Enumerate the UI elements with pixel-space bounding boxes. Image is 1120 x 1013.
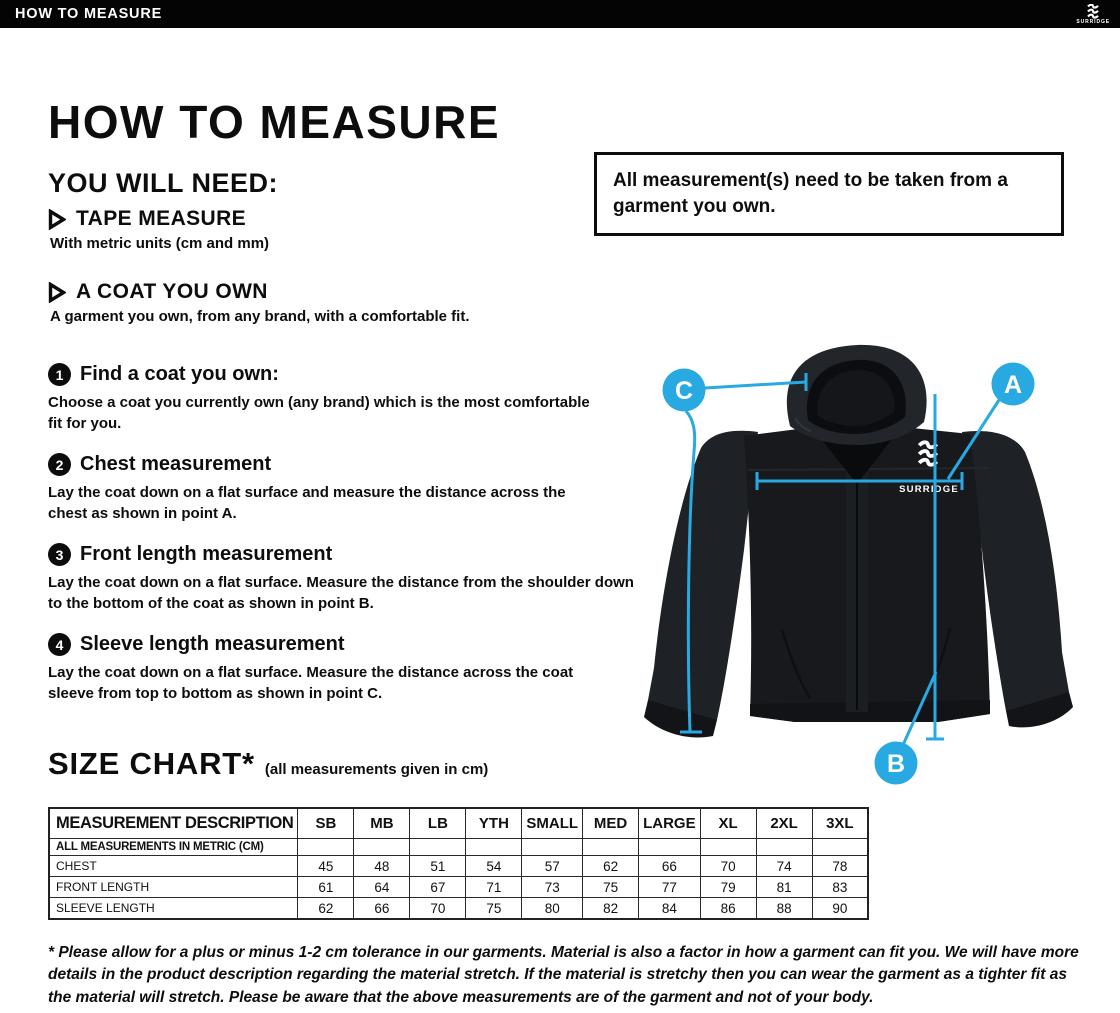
cell-value: 88 [756, 898, 812, 920]
cell-value: 62 [583, 856, 639, 877]
col-header-size: XL [700, 808, 756, 839]
table-row-front-length [49, 877, 868, 898]
cell-value: 83 [812, 877, 868, 898]
step-description: Lay the coat down on a flat surface and measure the distance across the chest as shown in point A. [48, 484, 566, 522]
metric-note-cell: ALL MEASUREMENTS IN METRIC (CM) [49, 839, 298, 856]
size-chart-table [48, 807, 869, 920]
cell-value: 64 [354, 877, 410, 898]
cell-value: 51 [410, 856, 466, 877]
cell-value: 73 [522, 877, 583, 898]
need-item-title: TAPE MEASURE [76, 207, 247, 230]
size-chart-title: SIZE CHART* [48, 746, 255, 781]
step-title: Front length measurement [80, 543, 333, 565]
table-row-chest [49, 856, 868, 877]
cell-value: 45 [298, 856, 354, 877]
cell-value: 81 [756, 877, 812, 898]
need-item-desc: A garment you own, from any brand, with a comfortable fit. [50, 308, 470, 325]
col-header-size: YTH [466, 808, 522, 839]
col-header-description: MEASUREMENT DESCRIPTION [49, 808, 298, 839]
cell-value: 86 [700, 898, 756, 920]
col-header-size: SB [298, 808, 354, 839]
notice-box: All measurement(s) need to be taken from a garment you own. [594, 152, 1064, 236]
cell-value: 79 [700, 877, 756, 898]
col-header-size: MB [354, 808, 410, 839]
step-number-badge: 4 [48, 633, 71, 656]
cell-value: 62 [298, 898, 354, 920]
step-title: Chest measurement [80, 453, 272, 475]
step-title: Sleeve length measurement [80, 633, 345, 655]
row-label: FRONT LENGTH [49, 877, 298, 898]
cell-value: 66 [354, 898, 410, 920]
size-chart-heading [48, 746, 488, 782]
need-item-title: A COAT YOU OWN [76, 280, 268, 303]
need-item-desc: With metric units (cm and mm) [50, 235, 270, 252]
cell-value: 77 [639, 877, 701, 898]
cell-value: 75 [583, 877, 639, 898]
col-header-size: 2XL [756, 808, 812, 839]
cell-value: 90 [812, 898, 868, 920]
cell-value: 84 [639, 898, 701, 920]
cell-value: 67 [410, 877, 466, 898]
topbar-brand-word: SURRIDGE [1076, 18, 1110, 25]
table-metric-row [49, 839, 868, 856]
size-chart-subtitle: (all measurements given in cm) [264, 761, 489, 778]
col-header-size: SMALL [522, 808, 583, 839]
table-header-row [49, 808, 868, 839]
cell-value: 80 [522, 898, 583, 920]
row-label: CHEST [49, 856, 298, 877]
tolerance-footnote: * Please allow for a plus or minus 1-2 cm tolerance in our garments. Material is also a factor in how a garment can fit you. We will have more details in the product description regarding the material stretch. If the material is stretchy then you can wear the garment as a tighter fit as the material will stretch. Please be aware that the above measurements are of the garment and not of your body. [48, 944, 1079, 1006]
col-header-size: LARGE [639, 808, 701, 839]
step-number-badge: 3 [48, 543, 71, 566]
cell-value: 70 [410, 898, 466, 920]
row-label: SLEEVE LENGTH [49, 898, 298, 920]
topbar-title: HOW TO MEASURE [15, 6, 163, 22]
step-description: Lay the coat down on a flat surface. Measure the distance across the coat sleeve from top to bottom as shown in point C. [48, 664, 574, 702]
cell-value: 82 [583, 898, 639, 920]
cell-value: 48 [354, 856, 410, 877]
step-number-badge: 1 [48, 363, 71, 386]
col-header-size: LB [410, 808, 466, 839]
jacket-logo-text: SURRIDGE [899, 484, 959, 495]
cell-value: 57 [522, 856, 583, 877]
step-description: Lay the coat down on a flat surface. Measure the distance from the shoulder down to the bottom of the coat as shown in point B. [48, 574, 634, 612]
page-title: HOW TO MEASURE [48, 95, 501, 148]
marker-c-label: C [674, 377, 694, 405]
cell-value: 70 [700, 856, 756, 877]
cell-value: 75 [466, 898, 522, 920]
step-description: Choose a coat you currently own (any brand) which is the most comfortable fit for you. [48, 394, 590, 432]
step-title: Find a coat you own: [80, 363, 279, 385]
marker-a-label: A [1003, 371, 1023, 399]
table-row-sleeve-length [49, 898, 868, 920]
you-will-need-heading: YOU WILL NEED: [48, 168, 279, 199]
cell-value: 71 [466, 877, 522, 898]
col-header-size: MED [583, 808, 639, 839]
cell-value: 66 [639, 856, 701, 877]
cell-value: 54 [466, 856, 522, 877]
step-number-badge: 2 [48, 453, 71, 476]
cell-value: 78 [812, 856, 868, 877]
cell-value: 74 [756, 856, 812, 877]
marker-b-label: B [886, 750, 906, 778]
cell-value: 61 [298, 877, 354, 898]
col-header-size: 3XL [812, 808, 868, 839]
